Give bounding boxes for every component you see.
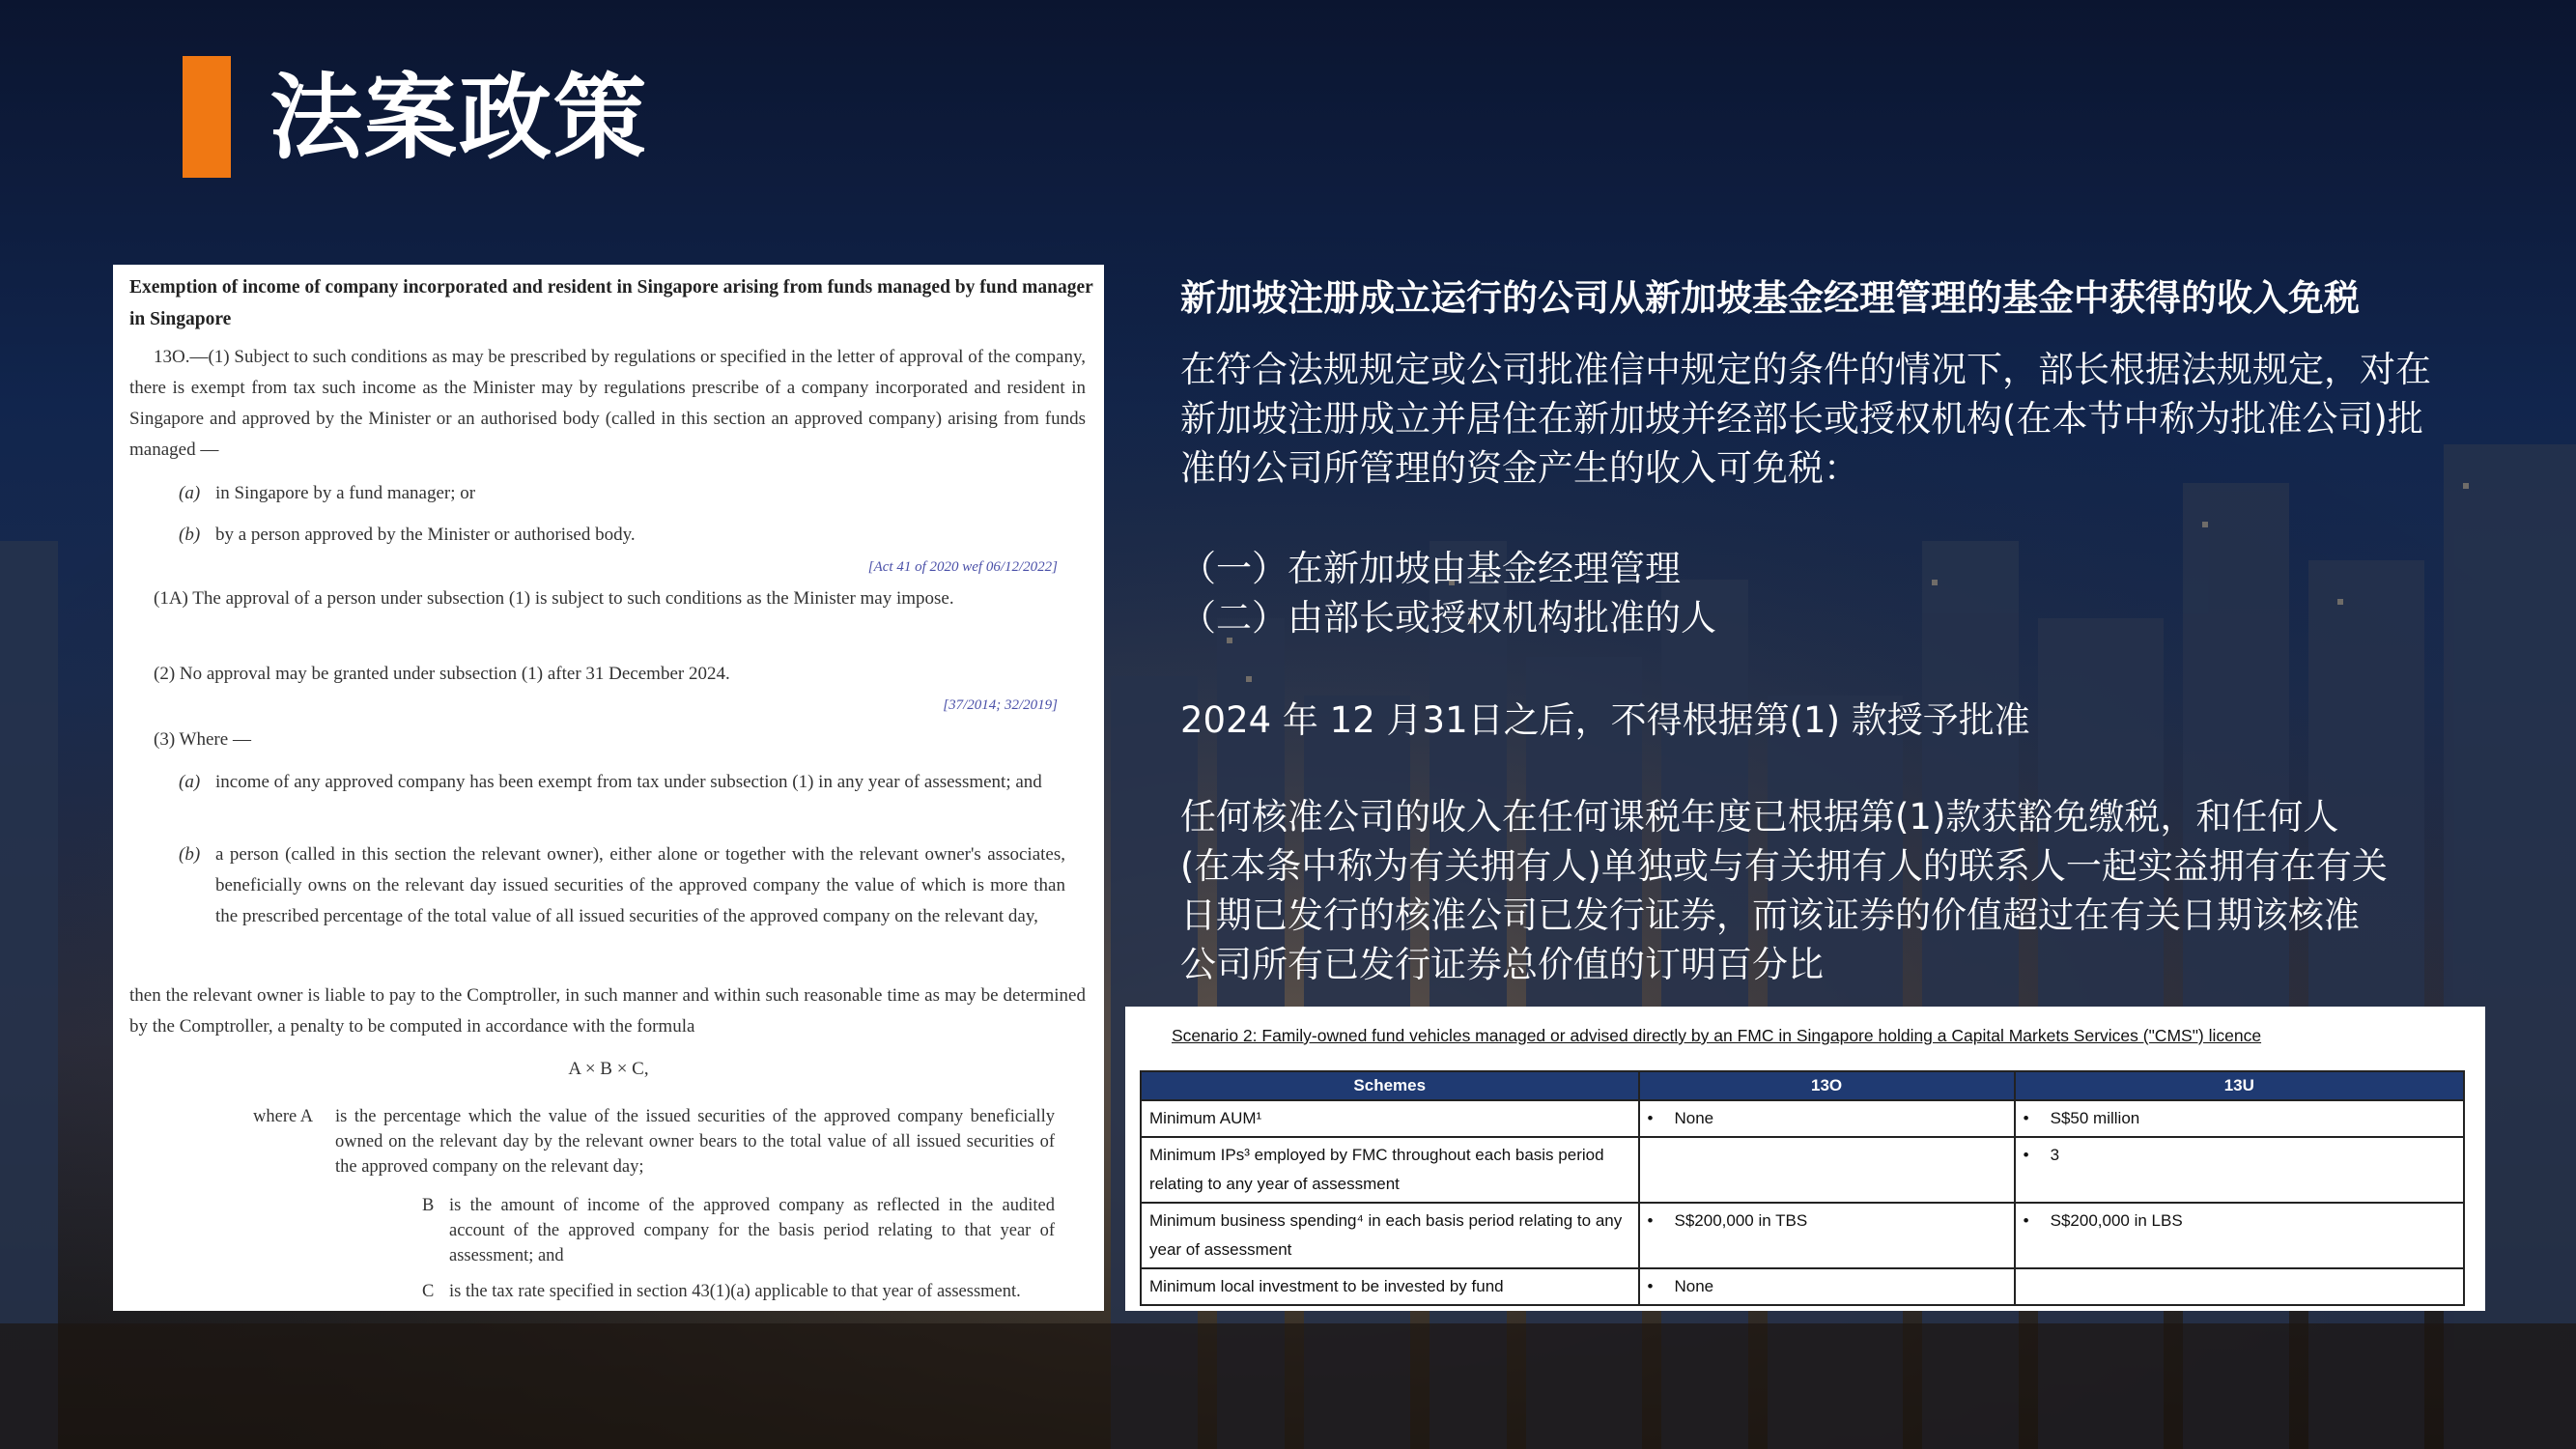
- header-13u: 13U: [2015, 1071, 2464, 1100]
- header-13o: 13O: [1639, 1071, 2015, 1100]
- formula-key-b: B: [422, 1196, 435, 1215]
- right-item-2: （二）由部长或授权机构批准的人: [1180, 597, 1716, 639]
- right-heading: 新加坡注册成立运行的公司从新加坡基金经理管理的基金中获得的收入免税: [1180, 277, 2360, 319]
- section-3b: [179, 839, 1087, 932]
- legal-document-excerpt: [113, 265, 1104, 1311]
- value-13u-cell: [2015, 1100, 2464, 1137]
- title-accent-bar: [183, 56, 231, 178]
- criterion-cell: Minimum local investment to be invested by fund: [1141, 1268, 1639, 1305]
- subsection-1b-label: (b): [179, 525, 201, 545]
- bullet-icon: •: [2023, 1109, 2029, 1127]
- amendment-reference-1: [Act 41 of 2020 wef 06/12/2022]: [867, 559, 1058, 575]
- value-13u-text: 3: [2050, 1146, 2060, 1164]
- subsection-1b-text: by a person approved by the Minister or authorised body.: [215, 525, 636, 545]
- value-13o-text: None: [1674, 1277, 1714, 1295]
- formula-key-a: where A: [253, 1107, 314, 1126]
- scenario-caption: Scenario 2: Family-owned fund vehicles managed or advised directly by an FMC in Singapore holding a Capital Markets Services ("CMS") licence: [1172, 1026, 2262, 1045]
- value-13u-text: S$50 million: [2050, 1109, 2140, 1127]
- amendment-reference-2: [37/2014; 32/2019]: [943, 697, 1058, 713]
- bullet-icon: •: [1647, 1277, 1654, 1295]
- section-3a: [179, 767, 1087, 798]
- section-3b-text: a person (called in this section the relevant owner), either alone or together with the relevant owner's associates, beneficially owns on the relevant day issued securities of the approved company the value of which is more than the prescribed percentage of the total value of all issued securities of the approved company on the relevant day,: [215, 844, 1065, 926]
- value-13o-text: None: [1674, 1109, 1714, 1127]
- criterion-cell: Minimum IPs³ employed by FMC throughout each basis period relating to any year of assessment: [1141, 1137, 1639, 1203]
- bullet-icon: •: [1647, 1211, 1654, 1230]
- table-row: [1141, 1100, 2464, 1137]
- formula-text-a: is the percentage which the value of the issued securities of the approved company beneficially owned on the relevant day by the relevant owner bears to the total value of all issued securities of the approved company on the relevant day;: [335, 1107, 1055, 1177]
- subsection-1a-label: (a): [179, 483, 201, 503]
- value-13o-cell: [1639, 1137, 2015, 1203]
- scheme-comparison-panel: [1125, 1007, 2485, 1311]
- value-13u-text: S$200,000 in LBS: [2050, 1211, 2183, 1230]
- subsection-1a: [179, 478, 1087, 509]
- criterion-cell: Minimum AUM¹: [1141, 1100, 1639, 1137]
- scheme-comparison-table: [1140, 1070, 2465, 1306]
- right-paragraph-3: 任何核准公司的收入在任何课税年度已根据第(1)款获豁免缴税，和任何人(在本条中称为有关拥有人)单独或与有关拥有人的联系人一起实益拥有在有关日期已发行的核准公司已发行证券，而该证券的价值超过在有关日期该核准公司所有已发行证券总价值的订明百分比: [1180, 796, 2388, 985]
- formula-key-c: C: [422, 1282, 435, 1301]
- section-3: (3) Where —: [154, 729, 251, 750]
- bullet-icon: •: [1647, 1109, 1654, 1127]
- table-row: [1141, 1137, 2464, 1203]
- right-paragraph-2: 2024 年 12 月31日之后，不得根据第(1) 款授予批准: [1180, 699, 2030, 741]
- formula-text-b: is the amount of income of the approved company as reflected in the audited account of the approved company for the basis period relating to that year of assessment; and: [449, 1196, 1055, 1265]
- section-3b-label: (b): [179, 844, 201, 865]
- criterion-cell: Minimum business spending⁴ in each basis period relating to any year of assessment: [1141, 1203, 1639, 1268]
- section-3a-label: (a): [179, 772, 201, 792]
- penalty-clause: then the relevant owner is liable to pay to the Comptroller, in such manner and within such reasonable time as may be determined by the Comptroller, a penalty to be computed in accordance with the formula: [129, 985, 1086, 1037]
- value-13u-cell: [2015, 1203, 2464, 1268]
- penalty-formula: A × B × C,: [568, 1059, 649, 1079]
- subsection-1a-text: in Singapore by a fund manager; or: [215, 483, 476, 503]
- formula-definition-a: [253, 1104, 1055, 1179]
- bullet-icon: •: [2023, 1146, 2029, 1164]
- bullet-icon: •: [2023, 1211, 2029, 1230]
- section-1A: (1A) The approval of a person under subsection (1) is subject to such conditions as the Minister may impose.: [154, 588, 954, 609]
- right-paragraph-1: 在符合法规规定或公司批准信中规定的条件的情况下，部长根据法规规定，对在新加坡注册成立并居住在新加坡并经部长或授权机构(在本节中称为批准公司)批准的公司所管理的资金产生的收入可免税：: [1180, 349, 2431, 489]
- section-130-1: 13O.—(1) Subject to such conditions as may be prescribed by regulations or specified in the letter of approval of the company, there is exempt from tax such income as the Minister may by regulations prescribe of a company incorporated and resident in Singapore and approved by the Minister or an authorised body (called in this section an approved company) arising from funds managed —: [129, 347, 1086, 460]
- right-item-1: （一）在新加坡由基金经理管理: [1180, 548, 1681, 589]
- document-heading: Exemption of income of company incorporated and resident in Singapore arising from funds managed by fund manager in Singapore: [129, 277, 1093, 329]
- value-13u-cell: [2015, 1137, 2464, 1203]
- subsection-1b: [179, 520, 1087, 551]
- section-2: (2) No approval may be granted under subsection (1) after 31 December 2024.: [154, 664, 730, 684]
- formula-definition-b: [253, 1193, 1055, 1268]
- formula-definition-c: [253, 1279, 1055, 1304]
- value-13o-cell: [1639, 1268, 2015, 1305]
- section-3a-text: income of any approved company has been exempt from tax under subsection (1) in any year of assessment; and: [215, 772, 1042, 792]
- page-title: 法案政策: [269, 64, 648, 172]
- value-13o-cell: [1639, 1203, 2015, 1268]
- value-13u-cell: [2015, 1268, 2464, 1305]
- table-header-row: [1141, 1071, 2464, 1100]
- table-row: [1141, 1268, 2464, 1305]
- value-13o-text: S$200,000 in TBS: [1674, 1211, 1808, 1230]
- value-13o-cell: [1639, 1100, 2015, 1137]
- formula-text-c: is the tax rate specified in section 43(1)(a) applicable to that year of assessment.: [449, 1282, 1021, 1301]
- table-row: [1141, 1203, 2464, 1268]
- header-schemes: Schemes: [1141, 1071, 1639, 1100]
